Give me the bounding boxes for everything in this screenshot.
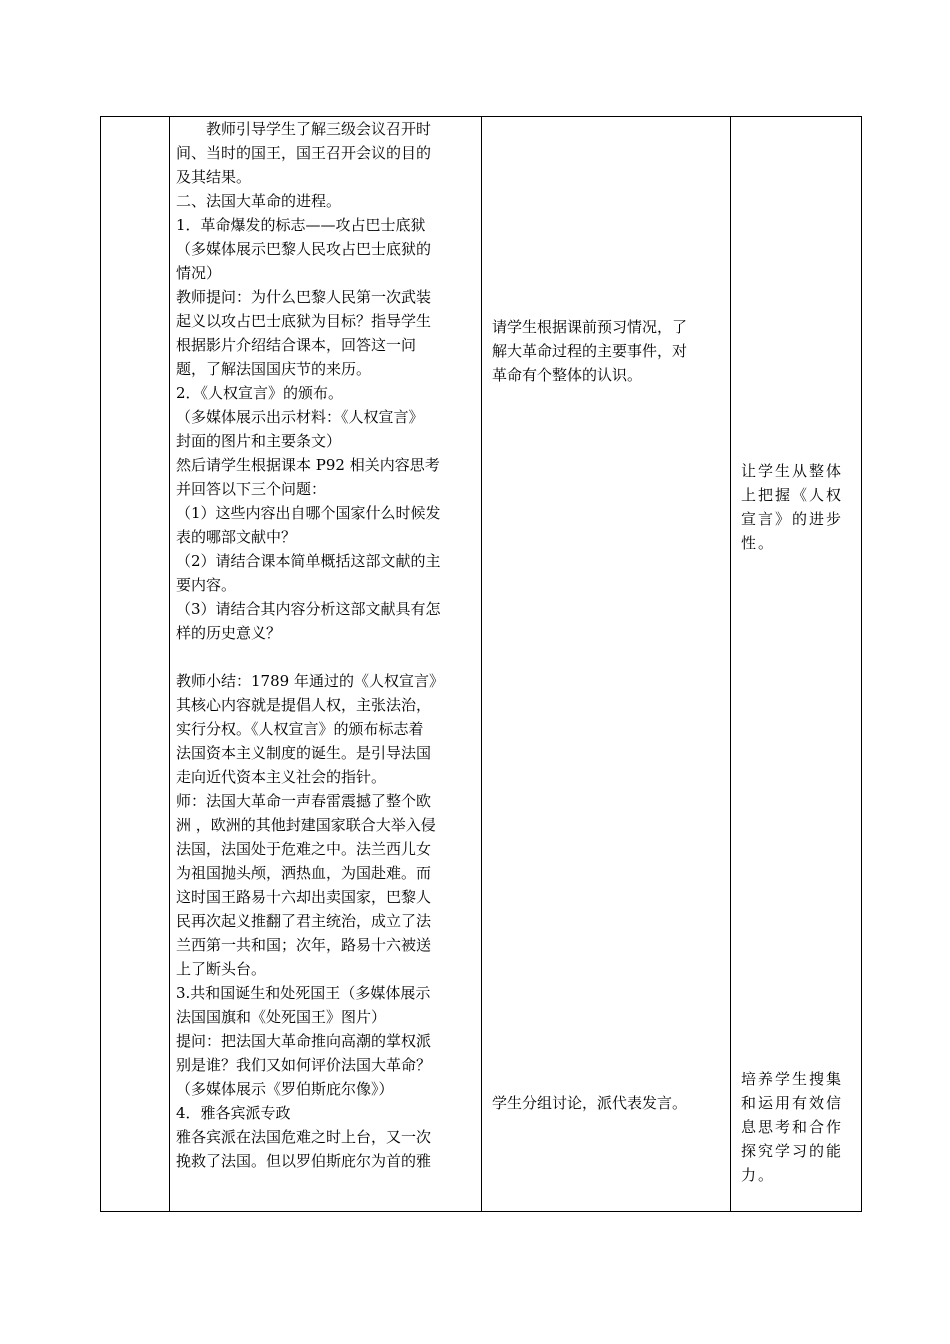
text-line: 间、当时的国王，国王召开会议的目的 [176, 144, 432, 162]
text-line: 息思考和合作 [741, 1118, 844, 1136]
text-line: 探究学习的能 [741, 1142, 844, 1160]
text-line: 根据影片介绍结合课本，回答这一问 [176, 336, 417, 354]
text-line: 其核心内容就是提倡人权，主张法治， [176, 696, 432, 714]
text-line: 请学生根据课前预习情况，了 [492, 318, 688, 336]
text-line: 封面的图片和主要条文） [176, 432, 342, 450]
text-line: 3.共和国诞生和处死国王（多媒体展示 [176, 984, 431, 1002]
text-line: 实行分权。《人权宣言》的颁布标志着 [176, 720, 424, 738]
text-line: 学生分组讨论，派代表发言。 [492, 1094, 688, 1112]
text-line: 法国国旗和《处死国王》图片） [176, 1008, 387, 1026]
text-line: （多媒体展示巴黎人民攻占巴士底狱的 [176, 240, 432, 258]
text-line: 然后请学生根据课本 P92 相关内容思考 [176, 456, 440, 474]
text-line: 上把握《人权 [741, 486, 844, 504]
student-activity-1 [492, 315, 724, 387]
text-line: 情况） [176, 264, 222, 282]
text-line: 起义以攻占巴士底狱为目标？指导学生 [176, 312, 432, 330]
text-line: 教师小结：1789 年通过的《人权宣言》 [176, 672, 444, 690]
text-line: 解大革命过程的主要事件，对 [492, 342, 688, 360]
text-line [176, 645, 477, 669]
text-line: 并回答以下三个问题： [176, 480, 327, 498]
text-line: 性。 [741, 534, 776, 552]
text-line: 二、法国大革命的进程。 [176, 192, 342, 210]
table-row [101, 117, 862, 1212]
text-line: 让学生从整体 [741, 462, 844, 480]
design-intent-cell [731, 117, 862, 1212]
text-line: 表的哪部文献中？ [176, 528, 297, 546]
text-line: （多媒体展示《罗伯斯庇尔像》） [176, 1080, 394, 1098]
text-line: 法国资本主义制度的诞生。是引导法国 [176, 744, 432, 762]
left-margin-cell [101, 117, 170, 1212]
text-line: 雅各宾派在法国危难之时上台，又一次 [176, 1128, 432, 1146]
text-line: 4．雅各宾派专政 [176, 1104, 291, 1122]
text-line: 法国，法国处于危难之中。法兰西儿女 [176, 840, 432, 858]
text-line: 兰西第一共和国；次年，路易十六被送 [176, 936, 432, 954]
text-line: （1）这些内容出自哪个国家什么时候发 [176, 504, 441, 522]
text-line: 走向近代资本主义社会的指针。 [176, 768, 387, 786]
text-line: 师：法国大革命一声春雷震撼了整个欧 [176, 792, 432, 810]
text-line: （多媒体展示出示材料：《人权宣言》 [176, 408, 424, 426]
text-line: 2．《人权宣言》的颁布。 [176, 384, 344, 402]
text-line: 教师提问：为什么巴黎人民第一次武装 [176, 288, 432, 306]
text-line: 题，了解法国国庆节的来历。 [176, 360, 372, 378]
text-line: 别是谁？我们又如何评价法国大革命？ [176, 1056, 432, 1074]
text-line: （3）请结合其内容分析这部文献具有怎 [176, 600, 441, 618]
text-line: （2）请结合课本简单概括这部文献的主 [176, 552, 441, 570]
teacher-activity-text [170, 117, 481, 1211]
text-line: 1．革命爆发的标志——攻占巴士底狱 [176, 216, 426, 234]
student-activity-cell [482, 117, 731, 1212]
text-line: 和运用有效信 [741, 1094, 844, 1112]
text-line: 样的历史意义？ [176, 624, 282, 642]
text-line: 这时国王路易十六却出卖国家，巴黎人 [176, 888, 432, 906]
student-activity-2 [492, 1091, 724, 1115]
text-line: 培养学生搜集 [741, 1070, 844, 1088]
text-line: 教师引导学生了解三级会议召开时 [206, 120, 432, 138]
text-line: 上了断头台。 [176, 960, 267, 978]
text-line: 要内容。 [176, 576, 237, 594]
text-line: 挽救了法国。但以罗伯斯庇尔为首的雅 [176, 1152, 432, 1170]
text-line: 力。 [741, 1166, 776, 1184]
text-line: 提问：把法国大革命推向高潮的掌权派 [176, 1032, 432, 1050]
text-line: 及其结果。 [176, 168, 252, 186]
teacher-activity-cell [170, 117, 482, 1212]
design-intent-2 [741, 1067, 855, 1187]
lesson-plan-table [100, 116, 862, 1212]
text-line: 民再次起义推翻了君主统治，成立了法 [176, 912, 432, 930]
text-line: 洲 ，欧洲的其他封建国家联合大举入侵 [176, 816, 436, 834]
text-line: 为祖国抛头颅，洒热血，为国赴难。而 [176, 864, 432, 882]
text-line: 革命有个整体的认识。 [492, 366, 643, 384]
design-intent-1 [741, 459, 855, 555]
text-line: 宣言》的进步 [741, 510, 844, 528]
